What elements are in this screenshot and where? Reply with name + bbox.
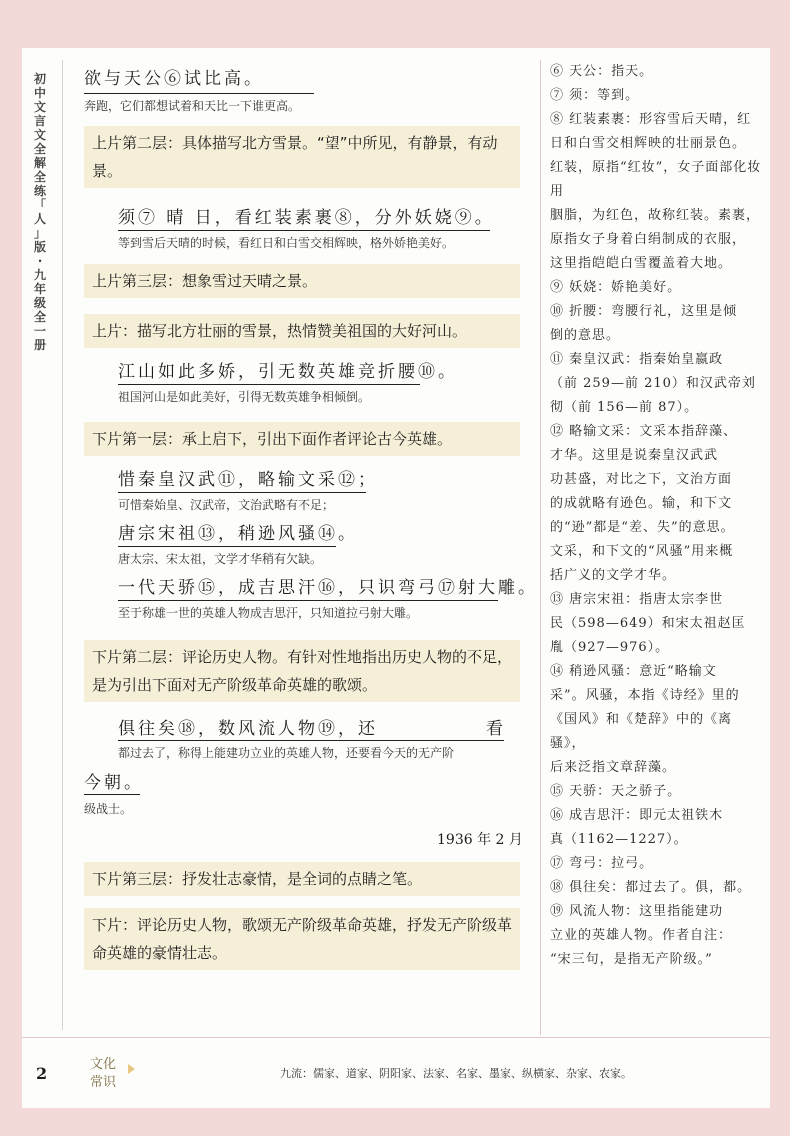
- side-title-char: 一: [33, 324, 46, 338]
- note-line: 原指女子身着白绢制成的衣服，: [550, 232, 747, 247]
- note-line: 这里指皑皑白雪覆盖着大地。: [550, 256, 733, 271]
- note-line: 才华。这里是说秦皇汉武武: [550, 448, 719, 463]
- analysis-band-1: 上片第二层：具体描写北方雪景。“望”中所见，有静景，有动景。: [84, 126, 520, 188]
- verse-line-7b: 看: [486, 719, 506, 739]
- underline-3: [118, 384, 420, 385]
- side-title-char: 级: [33, 296, 46, 310]
- side-title-char: 全: [33, 310, 46, 324]
- note-line: 的“逊”都是“差、失”的意思。: [550, 520, 735, 535]
- side-title-char: 九: [33, 268, 46, 282]
- note-line: （前 259—前 210）和汉武帝刘: [550, 376, 756, 391]
- underline-5: [118, 546, 336, 547]
- verse-line-6: 一代天骄⑮，成吉思汗⑯，只识弯弓⑰射大雕。: [118, 578, 538, 598]
- underline-4: [118, 492, 366, 493]
- side-title-char: 人: [33, 212, 46, 226]
- note-line: 胤（927—976）。: [550, 640, 670, 655]
- triangle-arrow-icon: [128, 1064, 135, 1074]
- note-line: 《国风》和《楚辞》中的《离骚》，: [550, 712, 733, 751]
- underline-6: [118, 600, 498, 601]
- analysis-band-6: 下片第三层：抒发壮志豪情，是全词的点睛之笔。: [84, 862, 520, 896]
- side-title-char: 初: [33, 72, 46, 86]
- side-title-char: 册: [33, 338, 46, 352]
- notes-divider: [540, 60, 541, 1035]
- note-line: ⑬ 唐宗宋祖：指唐太宗李世: [550, 592, 724, 607]
- note-line: 红装，原指“红妆”，女子面部化妆用: [550, 160, 762, 199]
- side-title-char: 「: [33, 198, 46, 212]
- note-line: 胭脂，为红色，故称红装。素裹，: [550, 208, 761, 223]
- note-line: 的成就略有逊色。输，和下文: [550, 496, 733, 511]
- note-line: 民（598—649）和宋太祖赵匡: [550, 616, 746, 631]
- note-line: ⑭ 稍逊风骚：意近“略输文: [550, 664, 717, 679]
- note-line: ⑫ 略输文采：文采本指辞藻、: [550, 424, 738, 439]
- annotation-notes: [550, 60, 762, 972]
- side-title-char: 解: [33, 156, 46, 170]
- translation-line-5: 唐太宗、宋太祖，文学才华稍有欠缺。: [118, 552, 323, 566]
- analysis-band-3: 上片：描写北方壮丽的雪景，热情赞美祖国的大好河山。: [84, 314, 520, 348]
- note-line: “宋三句，是指无产阶级。”: [550, 952, 713, 967]
- side-title-char: ·: [37, 254, 43, 268]
- analysis-band-7: 下片：评论历史人物，歌颂无产阶级革命英雄，抒发无产阶级革命英雄的豪情壮志。: [84, 908, 520, 970]
- page-number: 2: [36, 1064, 48, 1083]
- note-line: ⑱ 俱往矣：都过去了。俱，都。: [550, 880, 752, 895]
- analysis-band-2: 上片第三层：想象雪过天晴之景。: [84, 264, 520, 298]
- note-line: ⑦ 须：等到。: [550, 88, 640, 103]
- translation-line-6: 至于称雄一世的英雄人物成吉思汗，只知道拉弓射大雕。: [118, 606, 419, 620]
- verse-line-2: 须⑦ 晴 日，看红装素裹⑧，分外妖娆⑨。: [118, 208, 495, 228]
- note-line: ⑯ 成吉思汗：即元太祖铁木: [550, 808, 724, 823]
- translation-line-4: 可惜秦始皇、汉武帝，文治武略有不足；: [118, 498, 335, 512]
- verse-line-3: 江山如此多娇，引无数英雄竞折腰⑩。: [118, 362, 458, 382]
- verse-line-4: 惜秦皇汉武⑪，略输文采⑫；: [118, 470, 378, 490]
- analysis-band-5: 下片第二层：评论历史人物。有针对性地指出历史人物的不足，是为引出下面对无产阶级革命英雄的歌颂。: [84, 640, 520, 702]
- translation-line-7a: 都过去了，称得上能建功立业的英雄人物，还要看今天的无产阶: [118, 746, 455, 760]
- note-line: 日和白雪交相辉映的壮丽景色。: [550, 136, 747, 151]
- culture-label: 文化常识: [90, 1057, 117, 1090]
- note-line: ⑪ 秦皇汉武：指秦始皇嬴政: [550, 352, 724, 367]
- note-line: ⑰ 弯弓：拉弓。: [550, 856, 654, 871]
- note-line: 后来泛指文章辞藻。: [550, 760, 677, 775]
- underline-7: [118, 740, 504, 741]
- side-title-char: 中: [33, 86, 46, 100]
- note-line: 采”。风骚，本指《诗经》里的: [550, 688, 740, 703]
- side-title-char: 文: [33, 100, 46, 114]
- footer-note: 九流：儒家、道家、阴阳家、法家、名家、墨家、纵横家、杂家、农家。: [280, 1067, 632, 1080]
- side-title-char: 版: [33, 240, 46, 254]
- verse-line-7c: 今朝。: [84, 773, 144, 793]
- note-line: 彻（前 156—前 87）。: [550, 400, 699, 415]
- verse-line-5: 唐宗宋祖⑬，稍逊风骚⑭。: [118, 524, 358, 544]
- note-line: ⑲ 风流人物：这里指能建功: [550, 904, 724, 919]
- note-line: ⑮ 天骄：天之骄子。: [550, 784, 682, 799]
- note-line: 括广义的文学才华。: [550, 568, 677, 583]
- note-line: 真（1162—1227）。: [550, 832, 688, 847]
- side-title: [30, 72, 50, 352]
- analysis-band-4: 下片第一层：承上启下，引出下面作者评论古今英雄。: [84, 422, 520, 456]
- side-title-char: 文: [33, 128, 46, 142]
- note-line: 功甚盛，对比之下，文治方面: [550, 472, 733, 487]
- underline-8: [84, 794, 140, 795]
- underline-2: [118, 230, 490, 231]
- verse-line-7a: 俱往矣⑱，数风流人物⑲，还: [118, 719, 378, 739]
- note-line: ⑥ 天公：指天。: [550, 64, 654, 79]
- footer-rule: [22, 1037, 770, 1038]
- translation-line-7b: 级战士。: [84, 802, 133, 816]
- side-title-char: 年: [33, 282, 46, 296]
- translation-line-2: 等到雪后天晴的时候，看红日和白雪交相辉映，格外娇艳美好。: [118, 236, 455, 250]
- verse-line-1: 欲与天公⑥试比高。: [84, 69, 264, 89]
- side-title-char: 言: [33, 114, 46, 128]
- translation-line-1: 奔跑，它们都想试着和天比一下谁更高。: [84, 99, 301, 113]
- note-line: ⑨ 妖娆：娇艳美好。: [550, 280, 682, 295]
- note-line: ⑧ 红装素裹：形容雪后天晴，红: [550, 112, 752, 127]
- side-title-char: 全: [33, 170, 46, 184]
- underline-1: [84, 93, 314, 94]
- side-title-char: 」: [33, 226, 46, 240]
- note-line: 文采，和下文的“风骚”用来概: [550, 544, 734, 559]
- note-line: ⑩ 折腰：弯腰行礼，这里是倾: [550, 304, 738, 319]
- note-line: 立业的英雄人物。作者自注：: [550, 928, 733, 943]
- note-line: 倒的意思。: [550, 328, 621, 343]
- side-title-char: 练: [33, 184, 46, 198]
- poem-date: 1936 年 2 月: [437, 832, 523, 848]
- side-title-char: 全: [33, 142, 46, 156]
- translation-line-3: 祖国河山是如此美好，引得无数英雄争相倾倒。: [118, 390, 371, 404]
- left-rule: [62, 60, 63, 1030]
